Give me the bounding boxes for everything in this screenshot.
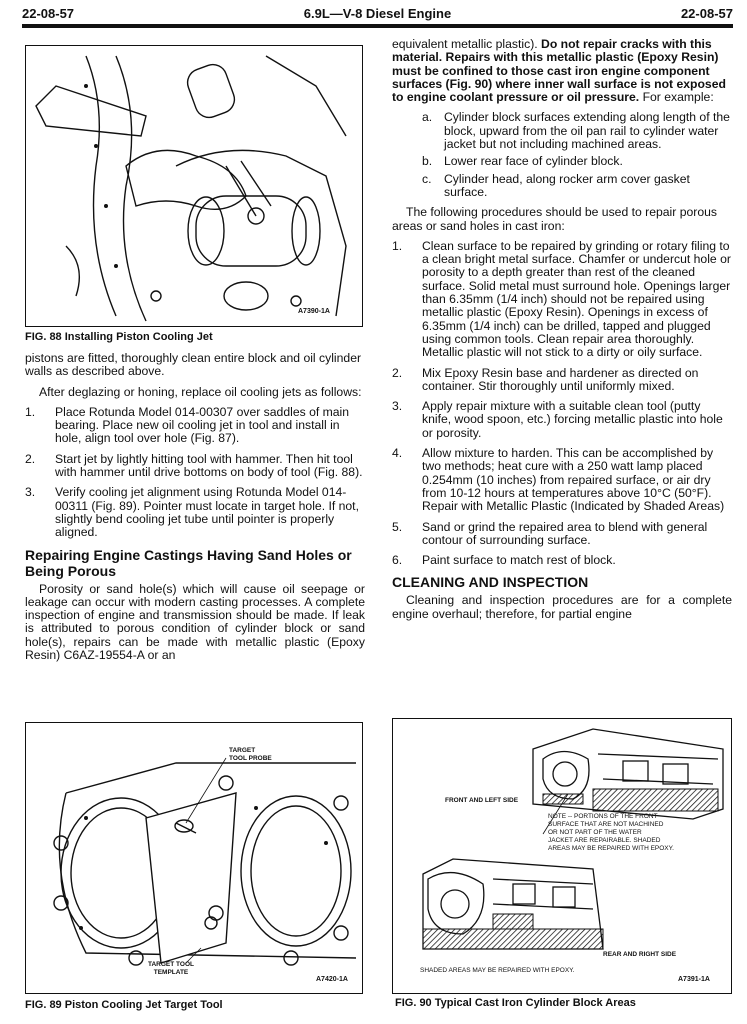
list-item: 1. Place Rotunda Model 014-00307 over saddles of main bearing. Place new oil cooling jet in tool and install in hole, align tool over hole (Fig. 87). <box>25 404 350 446</box>
figure-title: Installing Piston Cooling Jet <box>64 331 213 343</box>
figure-number: FIG. 88 <box>25 331 62 343</box>
figure-number: FIG. 89 <box>25 999 62 1011</box>
figure-89 <box>25 722 363 994</box>
rear-right-side-label: REAR AND RIGHT SIDE <box>603 951 677 958</box>
figure-90 <box>392 718 732 994</box>
figure-title: Piston Cooling Jet Target Tool <box>64 999 223 1011</box>
page-header <box>22 6 733 26</box>
page-title: 6.9L—V-8 Diesel Engine <box>303 6 452 21</box>
front-left-side-label: FRONT AND LEFT SIDE <box>445 797 519 804</box>
page-number-right: 22-08-57 <box>680 6 733 21</box>
epoxy-note: NOTE -- PORTIONS OF THE FRONT SURFACE THAT ARE NOT MACHINED OR NOT PART OF THE WATER JACKET ARE REPAIRABLE. SHADED AREAS MAY BE REPAIRED WITH EPOXY. <box>548 813 674 852</box>
list-item: b. Lower rear face of cylinder block. <box>422 154 623 169</box>
paragraph: After deglazing or honing, replace oil cooling jets as follows: <box>39 384 362 399</box>
target-tool-probe-label: TARGET TOOL PROBE <box>229 747 272 762</box>
figure-89-caption <box>25 999 223 1011</box>
figure-88-caption <box>25 331 213 343</box>
target-tool-illustration <box>26 723 362 993</box>
paragraph: The following procedures should be used to repair porous areas or sand holes in cast iron: <box>392 205 717 233</box>
list-item: 6. Paint surface to match rest of block. <box>392 553 616 568</box>
figure-code: A7390-1A <box>298 308 330 315</box>
paragraph: equivalent metallic plastic). Do not repair cracks with this material. Repairs with this metallic plastic (Epoxy Resin) must be confined to those cast iron engine component surfaces (Fig. 90) where inner wall surface is not exposed to engine coolant pressure or oil pressure. For example: <box>392 37 726 105</box>
target-tool-template-label: TARGET TOOL TEMPLATE <box>148 961 194 976</box>
list-item: a. Cylinder block surfaces extending along length of the block, upward from the oil pan rail to cylinder water jacket but not including machined areas. <box>422 110 730 152</box>
page-number-left: 22-08-57 <box>22 6 75 21</box>
paragraph: Porosity or sand hole(s) which will cause oil seepage or leakage can occur with modern casting processes. A complete inspection of engine and transmission should be made. If leak is attributed to porous condition of cylinder block or sand hole(s), repairs can be made with metallic plastic (Epoxy Resin) C6AZ-19554-A or an <box>25 581 365 663</box>
figure-title: Typical Cast Iron Cylinder Block Areas <box>434 997 636 1009</box>
list-item: 1. Clean surface to be repaired by grinding or rotary filing to a clean bright metal surface. Chamfer or undercut hole or porosity to a depth greater than rest of the cleaned surface. Solid metal must surround hole. Openings larger than 6.35mm (1/4 inch) should not be repaired using metallic plastic (Epoxy Resin). Openings in excess of 6.35mm (1/4 inch) can be drilled, tapped and plugged using common tools. Clean repair area thoroughly. Metallic plastic will not stick to a dirty or oily surface. <box>392 238 731 360</box>
cylinder-block-illustration <box>393 719 731 993</box>
figure-90-caption <box>395 997 636 1009</box>
list-item: 3. Apply repair mixture with a suitable clean tool (putty knife, wood spoon, etc.) forcing metallic plastic into hole or porosity. <box>392 399 723 440</box>
shaded-areas-label: SHADED AREAS MAY BE REPAIRED WITH EPOXY. <box>420 967 575 974</box>
section-heading: CLEANING AND INSPECTION <box>392 574 589 591</box>
list-item: 4. Allow mixture to harden. This can be accomplished by two methods; heat cure with a 250 watt lamp placed 0.254mm (10 inches) from repaired surface, or air dry from 10-12 hours at temperatures above 10°C (50°F). Repair with Metallic Plastic (Indicated by Shaded Areas) <box>392 446 725 514</box>
figure-88 <box>25 45 363 327</box>
piston-cooling-jet-illustration <box>26 46 362 326</box>
paragraph: pistons are fitted, thoroughly clean entire block and oil cylinder walls as described above. <box>25 351 362 379</box>
paragraph: Cleaning and inspection procedures are for a complete engine overhaul; therefore, for partial engine <box>392 593 732 621</box>
list-item: 5. Sand or grind the repaired area to blend with general contour of surrounding surface. <box>392 519 708 547</box>
list-item: 2. Start jet by lightly hitting tool with hammer. Then hit tool with hammer until drive bottoms on body of tool (Fig. 88). <box>25 451 363 480</box>
list-item: c. Cylinder head, along rocker arm cover gasket surface. <box>422 171 690 199</box>
header-rule <box>22 24 733 28</box>
figure-code: A7420-1A <box>316 976 348 983</box>
figure-number: FIG. 90 <box>395 997 432 1009</box>
figure-code: A7391-1A <box>678 976 710 983</box>
left-column <box>25 352 365 669</box>
right-column <box>392 38 732 628</box>
list-item: 2. Mix Epoxy Resin base and hardener as directed on container. Stir thoroughly until uniformly mixed. <box>392 365 699 393</box>
section-heading: Repairing Engine Castings Having Sand Holes or Being Porous <box>25 546 352 579</box>
warning-text: Do not repair cracks with this material. Repairs with this metallic plastic (Epoxy Resin) must be confined to those cast iron engine component surfaces (Fig. 90) where inner wall surface is not exposed to engine coolant pressure or oil pressure. <box>392 37 726 105</box>
list-item: 3. Verify cooling jet alignment using Rotunda Model 014-00311 (Fig. 89). Pointer must locate in target hole. If not, slightly bend cooling jet tube until pointer is properly aligned. <box>25 485 359 540</box>
